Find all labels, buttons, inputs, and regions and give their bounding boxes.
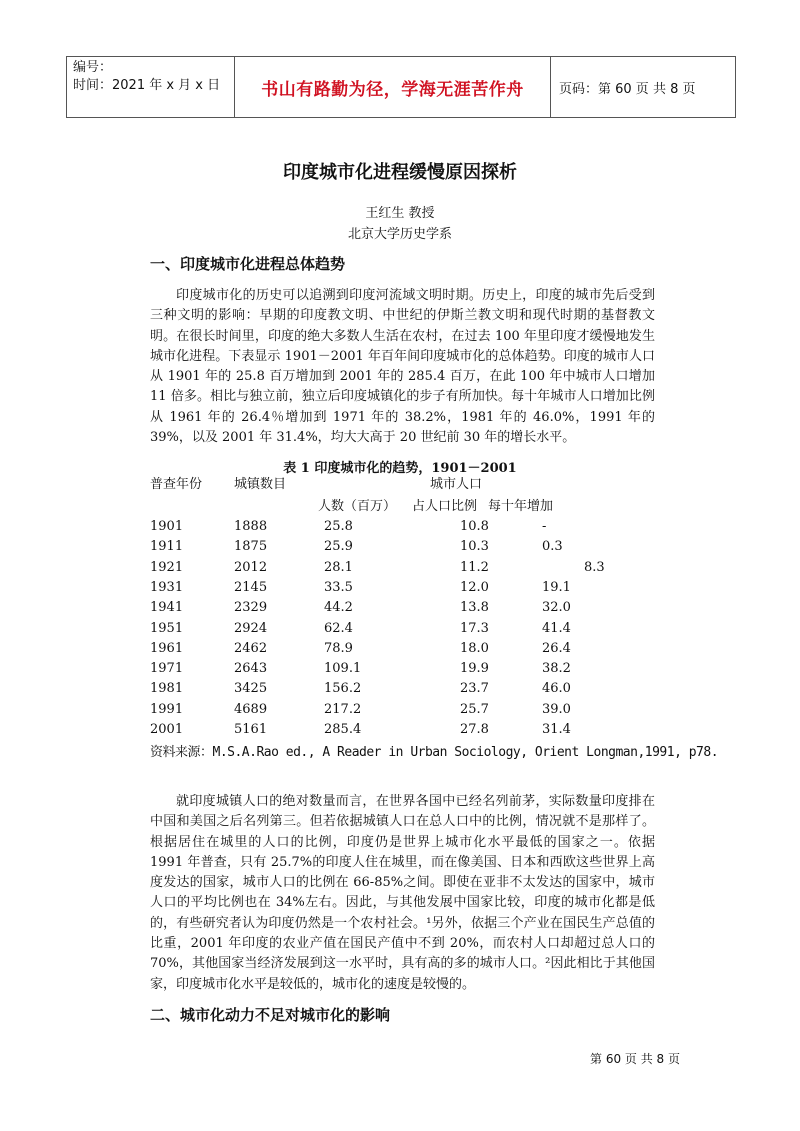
table-cell-pop: 62.4 xyxy=(324,620,353,636)
table-cell-towns: 2643 xyxy=(234,661,268,677)
page-footer: 第 60 页 共 8 页 xyxy=(590,1052,680,1066)
table-cell-year: 1961 xyxy=(150,640,184,656)
table-cell-pop: 25.9 xyxy=(324,539,353,555)
header-motto: 书山有路勤为径，学海无涯苦作舟 xyxy=(235,57,551,117)
col-header-year: 普查年份 xyxy=(150,477,203,492)
table-cell-pop: 156.2 xyxy=(324,681,362,697)
header-number: 编号： xyxy=(73,60,113,75)
table-cell-pop: 25.8 xyxy=(324,519,353,534)
table-cell-towns: 2329 xyxy=(234,600,268,616)
table-cell-growth: 8.3 xyxy=(584,559,605,575)
page-title: 印度城市化进程缓慢原因探析 xyxy=(283,162,517,183)
paragraph-2 xyxy=(150,792,655,995)
table-cell-share: 12.0 xyxy=(460,579,489,595)
table-cell-year: 1971 xyxy=(150,661,184,677)
table-cell-share: 10.8 xyxy=(460,519,489,534)
col-header-population: 人数（百万） xyxy=(318,499,397,514)
table-cell-share: 13.8 xyxy=(460,600,489,616)
table-cell-pop: 217.2 xyxy=(324,701,362,717)
section-1-heading: 一、印度城市化进程总体趋势 xyxy=(150,255,346,273)
table-cell-share: 19.9 xyxy=(460,661,489,677)
header-box xyxy=(66,56,736,118)
affiliation: 北京大学历史学系 xyxy=(347,227,452,242)
table-cell-towns: 3425 xyxy=(234,681,268,697)
table-cell-year: 1991 xyxy=(150,701,184,717)
table-cell-growth: 0.3 xyxy=(542,539,563,555)
table-cell-growth: - xyxy=(542,519,547,534)
table-cell-share: 17.3 xyxy=(460,620,489,636)
paragraph-2-text: 就印度城镇人口的绝对数量而言，在世界各国中已经名列前茅，实际数量印度排在中国和美国之后名列第三。但若依据城镇人口在总人口中的比例，情况就不是那样了。根据居住在城里的人口的比例，印度仍是世界上城市化水平最低的国家之一。依据 1991 年普查，只有 25.7%的印度人住在城里，而在像美国、日本和西欧这些世界上高度发达的国家，城市人口的比例在 66-85%之间。即使在亚非不太发达的国家中，城市人口的平均比例也在 34%左右。因此，与其他发展中国家比较，印度的城市化都是低的，有些研究者认为印度仍然是一个农村社会。¹另外，依据三个产业在国民生产总值的比重，2001 年印度的农业产值在国民产值中不到 20%，而农村人口却超过总人口的 70%，其他国家当经济发展到这一水平时，具有高的多的城市人口。²因此相比于其他国家，印度城市化水平是较低的，城市化的速度是较慢的。 xyxy=(150,794,655,992)
table-cell-growth: 39.0 xyxy=(542,701,571,717)
header-time: 时间：2021 年 x 月 x 日 xyxy=(73,78,221,93)
table-cell-towns: 4689 xyxy=(234,701,268,717)
table-cell-growth: 32.0 xyxy=(542,600,571,616)
table-cell-growth: 46.0 xyxy=(542,681,571,697)
table-cell-year: 1901 xyxy=(150,519,184,534)
col-header-decadal: 每十年增加 xyxy=(488,499,554,514)
table-cell-pop: 28.1 xyxy=(324,559,353,575)
table-cell-year: 1941 xyxy=(150,600,184,616)
table-source: 资料来源：M.S.A.Rao ed., A Reader in Urban Sociology, Orient Longman,1991, p78. xyxy=(150,745,719,760)
table-caption: 表 1 印度城市化的趋势，1901－2001 xyxy=(283,461,517,476)
author: 王红生 教授 xyxy=(365,206,435,221)
table-cell-pop: 78.9 xyxy=(324,640,353,656)
paragraph-1-text: 印度城市化的历史可以追溯到印度河流域文明时期。历史上，印度的城市先后受到三种文明的影响：早期的印度教文明、中世纪的伊斯兰教文明和现代时期的基督教文明。在很长时间里，印度的绝大多数人生活在农村，在过去 100 年里印度才缓慢地发生城市化进程。下表显示 1901－2001 年百年间印度城市化的总体趋势。印度的城市人口从 1901 年的 25.8 百万增加到 2001 年的 285.4 百万，在此 100 年中城市人口增加 11 倍多。相比与独立前，独立后印度城镇化的步子有所加快。每十年城市人口增加比例从 1961 年的 26.4％增加到 1971 年的 38.2%，1981 年的 46.0%，1991 年的 39%，以及 2001 年 31.4%，均大大高于 20 世纪前 30 年的增长水平。 xyxy=(150,288,655,446)
table-cell-pop: 285.4 xyxy=(324,722,362,737)
table-cell-towns: 2145 xyxy=(234,579,268,595)
table-cell-towns: 2462 xyxy=(234,640,268,656)
table-cell-towns: 1875 xyxy=(234,539,268,555)
header-page: 页码：第 60 页 共 8 页 xyxy=(559,81,696,97)
table-cell-growth: 41.4 xyxy=(542,620,571,636)
table-cell-pop: 33.5 xyxy=(324,579,353,595)
paragraph-1 xyxy=(150,286,655,448)
table-cell-pop: 109.1 xyxy=(324,661,362,677)
table-cell-growth: 38.2 xyxy=(542,661,571,677)
table-cell-year: 1931 xyxy=(150,579,184,595)
table-cell-share: 18.0 xyxy=(460,640,489,656)
table-cell-growth: 26.4 xyxy=(542,640,571,656)
col-header-urban-pop: 城市人口 xyxy=(430,477,483,492)
table-cell-year: 2001 xyxy=(150,722,184,737)
table-cell-share: 25.7 xyxy=(460,701,489,717)
table-cell-growth: 31.4 xyxy=(542,722,571,737)
table-cell-towns: 2924 xyxy=(234,620,268,636)
table-cell-share: 27.8 xyxy=(460,722,489,737)
table-cell-towns: 5161 xyxy=(234,722,268,737)
table-cell-growth: 19.1 xyxy=(542,579,571,595)
table-cell-year: 1911 xyxy=(150,539,184,555)
col-header-share: 占人口比例 xyxy=(412,499,478,514)
table-cell-year: 1921 xyxy=(150,559,184,575)
table-cell-pop: 44.2 xyxy=(324,600,353,616)
header-meta xyxy=(67,57,235,117)
table-cell-share: 23.7 xyxy=(460,681,489,697)
table-cell-year: 1951 xyxy=(150,620,184,636)
table-cell-towns: 2012 xyxy=(234,559,268,575)
table-cell-towns: 1888 xyxy=(234,519,268,534)
section-2-heading: 二、城市化动力不足对城市化的影响 xyxy=(150,1006,391,1024)
table-cell-share: 11.2 xyxy=(460,559,489,575)
table-cell-year: 1981 xyxy=(150,681,184,697)
table-cell-share: 10.3 xyxy=(460,539,489,555)
col-header-towns: 城镇数目 xyxy=(234,477,287,492)
